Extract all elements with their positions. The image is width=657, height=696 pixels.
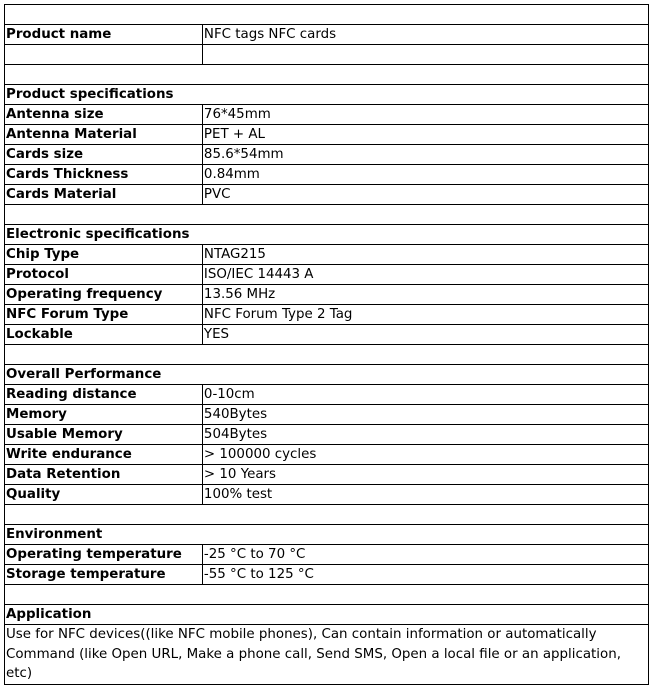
- spec-row: [5, 145, 649, 165]
- spec-label: Chip Type: [5, 245, 203, 265]
- section-header-row: [5, 605, 649, 625]
- spec-row: [5, 565, 649, 585]
- blank-row: [5, 505, 649, 525]
- blank-row: [5, 45, 649, 65]
- blank-row: [5, 585, 649, 605]
- spec-label: Lockable: [5, 325, 203, 345]
- spec-label: Usable Memory: [5, 425, 203, 445]
- spec-value: > 100000 cycles: [202, 445, 648, 465]
- performance-title: Overall Performance: [5, 365, 649, 385]
- blank-cell: [5, 505, 649, 525]
- section-header-row: [5, 365, 649, 385]
- product-specs-title: Product specifications: [5, 85, 649, 105]
- spec-row: [5, 545, 649, 565]
- spec-label: Storage temperature: [5, 565, 203, 585]
- spec-value: 0-10cm: [202, 385, 648, 405]
- spec-value: YES: [202, 325, 648, 345]
- spec-label: Reading distance: [5, 385, 203, 405]
- spec-label: Write endurance: [5, 445, 203, 465]
- blank-row: [5, 5, 649, 25]
- spec-row: [5, 265, 649, 285]
- spec-value: ISO/IEC 14443 A: [202, 265, 648, 285]
- product-name-row: [5, 25, 649, 45]
- blank-row: [5, 205, 649, 225]
- spec-value: 85.6*54mm: [202, 145, 648, 165]
- application-title: Application: [5, 605, 649, 625]
- product-name-label: Product name: [5, 25, 203, 45]
- blank-row: [5, 345, 649, 365]
- spec-row: [5, 405, 649, 425]
- spec-label: Cards size: [5, 145, 203, 165]
- spec-value: -55 °C to 125 °C: [202, 565, 648, 585]
- spec-value: 100% test: [202, 485, 648, 505]
- spec-row: [5, 325, 649, 345]
- spec-value: PET + AL: [202, 125, 648, 145]
- blank-cell: [5, 205, 649, 225]
- spec-row: [5, 385, 649, 405]
- application-text: Use for NFC devices((like NFC mobile phones), Can contain information or automatically Command (like Open URL, Make a phone call, Send SMS, Open a local file or an application, etc): [5, 625, 649, 685]
- blank-cell: [5, 345, 649, 365]
- spec-value: PVC: [202, 185, 648, 205]
- spec-row: [5, 485, 649, 505]
- spec-label: Cards Material: [5, 185, 203, 205]
- spec-label: Protocol: [5, 265, 203, 285]
- section-header-row: [5, 225, 649, 245]
- spec-value: 0.84mm: [202, 165, 648, 185]
- spec-label: Quality: [5, 485, 203, 505]
- spec-value: NTAG215: [202, 245, 648, 265]
- spec-label: Memory: [5, 405, 203, 425]
- section-header-row: [5, 525, 649, 545]
- spec-row: [5, 125, 649, 145]
- spec-value: 13.56 MHz: [202, 285, 648, 305]
- electronic-specs-title: Electronic specifications: [5, 225, 649, 245]
- blank-cell: [5, 5, 649, 25]
- blank-row: [5, 65, 649, 85]
- blank-cell: [5, 65, 649, 85]
- spec-label: Antenna size: [5, 105, 203, 125]
- spec-row: [5, 465, 649, 485]
- spec-row: [5, 165, 649, 185]
- spec-label: Data Retention: [5, 465, 203, 485]
- spec-value: 540Bytes: [202, 405, 648, 425]
- spec-label: Operating temperature: [5, 545, 203, 565]
- spec-row: [5, 425, 649, 445]
- spec-value: 504Bytes: [202, 425, 648, 445]
- spec-label: NFC Forum Type: [5, 305, 203, 325]
- spec-label: Cards Thickness: [5, 165, 203, 185]
- spec-row: [5, 445, 649, 465]
- spec-row: [5, 185, 649, 205]
- product-name-value: NFC tags NFC cards: [202, 25, 648, 45]
- blank-cell: [202, 45, 648, 65]
- spec-row: [5, 285, 649, 305]
- spec-table: [4, 4, 649, 685]
- application-row: [5, 625, 649, 685]
- spec-value: > 10 Years: [202, 465, 648, 485]
- spec-row: [5, 245, 649, 265]
- environment-title: Environment: [5, 525, 649, 545]
- spec-value: -25 °C to 70 °C: [202, 545, 648, 565]
- spec-row: [5, 305, 649, 325]
- section-header-row: [5, 85, 649, 105]
- spec-row: [5, 105, 649, 125]
- spec-label: Antenna Material: [5, 125, 203, 145]
- blank-cell: [5, 585, 649, 605]
- spec-value: 76*45mm: [202, 105, 648, 125]
- spec-label: Operating frequency: [5, 285, 203, 305]
- spec-value: NFC Forum Type 2 Tag: [202, 305, 648, 325]
- blank-cell: [5, 45, 203, 65]
